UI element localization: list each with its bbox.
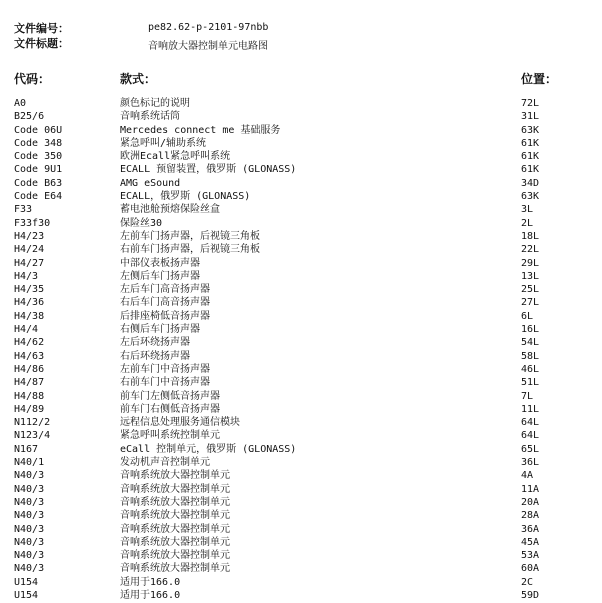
component-description: 中部仪表板扬声器	[120, 257, 200, 269]
component-description: 前车门左侧低音扬声器	[120, 390, 220, 402]
component-code: U154	[14, 589, 39, 601]
component-code: N40/3	[14, 536, 45, 548]
component-code: N40/3	[14, 550, 45, 562]
component-description: eCall 控制单元，俄罗斯 (GLONASS)	[120, 443, 297, 455]
list-item	[0, 456, 602, 469]
component-description: 右前车门中音扬声器	[120, 377, 210, 389]
component-code: H4/4	[14, 324, 39, 336]
component-location: 29L	[521, 257, 540, 269]
list-item	[0, 443, 602, 456]
component-location: 65L	[521, 443, 540, 455]
component-code: Code 06U	[14, 124, 63, 136]
component-location: 61K	[521, 137, 540, 149]
component-code: N167	[14, 443, 39, 455]
component-code: H4/35	[14, 284, 45, 296]
component-description: 适用于166.0	[120, 576, 181, 588]
component-code: H4/38	[14, 310, 45, 322]
list-item	[0, 390, 602, 403]
component-description: 音响系统放大器控制单元	[120, 550, 230, 562]
component-description: 紧急呼叫系统控制单元	[120, 430, 220, 442]
component-location: 51L	[521, 377, 540, 389]
component-code: N40/3	[14, 483, 45, 495]
component-location: 36A	[521, 523, 540, 535]
component-code: N40/3	[14, 496, 45, 508]
component-location: 45A	[521, 536, 540, 548]
component-description: ECALL，俄罗斯 (GLONASS)	[120, 191, 251, 203]
component-code: Code 350	[14, 151, 63, 163]
component-code: H4/86	[14, 363, 45, 375]
component-code: H4/88	[14, 390, 45, 402]
component-description: 紧急呼叫/辅助系统	[120, 137, 207, 149]
component-location: 6L	[521, 310, 534, 322]
component-description: 适用于166.0	[120, 589, 181, 601]
component-code: N40/1	[14, 457, 45, 469]
list-item	[0, 549, 602, 562]
component-description: 音响系统放大器控制单元	[120, 523, 230, 535]
component-code: H4/63	[14, 350, 45, 362]
component-description: 音响系统放大器控制单元	[120, 510, 230, 522]
component-location: 64L	[521, 417, 540, 429]
component-location: 72L	[521, 98, 540, 109]
component-location: 7L	[521, 390, 534, 402]
list-item	[0, 416, 602, 429]
list-item	[0, 562, 602, 575]
component-code: H4/3	[14, 270, 39, 282]
list-item	[0, 217, 602, 230]
component-location: 63K	[521, 124, 540, 136]
column-header-code: 代码：	[14, 72, 51, 86]
component-code: N40/3	[14, 523, 45, 535]
list-item	[0, 203, 602, 216]
component-code: N123/4	[14, 430, 51, 442]
component-location: 11A	[521, 483, 540, 495]
list-item	[0, 270, 602, 283]
component-description: 音响系统放大器控制单元	[120, 483, 230, 495]
column-header-desc: 款式：	[120, 72, 157, 86]
component-code: F33	[14, 204, 33, 216]
list-item	[0, 523, 602, 536]
component-location: 4A	[521, 470, 534, 482]
component-location: 59D	[521, 589, 540, 601]
list-item	[0, 336, 602, 349]
list-item	[0, 589, 602, 602]
component-location: 2C	[521, 576, 534, 588]
component-location: 60A	[521, 563, 540, 575]
component-location: 20A	[521, 496, 540, 508]
component-description: 音响系统话筒	[120, 111, 180, 123]
list-item	[0, 483, 602, 496]
list-item	[0, 376, 602, 389]
list-item	[0, 243, 602, 256]
component-location: 61K	[521, 151, 540, 163]
component-description: 发动机声音控制单元	[120, 457, 210, 469]
component-description: 右前车门扬声器，后视镜三角板	[120, 244, 260, 256]
component-code: H4/24	[14, 244, 45, 256]
component-code: Code B63	[14, 177, 63, 189]
component-description: 蓄电池舱预熔保险丝盒	[120, 204, 220, 216]
component-location: 54L	[521, 337, 540, 349]
component-location: 18L	[521, 230, 540, 242]
component-description: 右侧后车门扬声器	[120, 324, 200, 336]
component-location: 36L	[521, 457, 540, 469]
list-item	[0, 124, 602, 137]
component-location: 63K	[521, 191, 540, 203]
list-item	[0, 296, 602, 309]
component-code: A0	[14, 98, 27, 109]
component-code: U154	[14, 576, 39, 588]
component-location: 25L	[521, 284, 540, 296]
component-code: B25/6	[14, 111, 45, 123]
component-description: ECALL 预留装置，俄罗斯 (GLONASS)	[120, 164, 297, 176]
component-code: F33f30	[14, 217, 51, 229]
component-description: 保险丝30	[120, 217, 163, 229]
component-description: 前车门右侧低音扬声器	[120, 403, 220, 415]
component-location: 13L	[521, 270, 540, 282]
component-description: 音响系统放大器控制单元	[120, 496, 230, 508]
component-location: 3L	[521, 204, 534, 216]
component-location: 61K	[521, 164, 540, 176]
component-description: 音响系统放大器控制单元	[120, 470, 230, 482]
component-description: 左后环绕扬声器	[120, 337, 190, 349]
component-location: 64L	[521, 430, 540, 442]
component-code: H4/23	[14, 230, 45, 242]
component-location: 28A	[521, 510, 540, 522]
component-code: N40/3	[14, 470, 45, 482]
component-description: 远程信息处理服务通信模块	[120, 417, 240, 429]
doc-number-label: 文件编号：	[14, 22, 69, 35]
component-code: N112/2	[14, 417, 51, 429]
component-location: 27L	[521, 297, 540, 309]
component-code: Code 348	[14, 137, 63, 149]
component-description: Mercedes connect me 基础服务	[120, 124, 281, 136]
component-description: 欧洲Ecall紧急呼叫系统	[120, 151, 231, 163]
list-item	[0, 576, 602, 589]
component-location: 22L	[521, 244, 540, 256]
component-description: 音响系统放大器控制单元	[120, 563, 230, 575]
component-description: 右后环绕扬声器	[120, 350, 190, 362]
component-description: 后排座椅低音扬声器	[120, 310, 210, 322]
list-item	[0, 323, 602, 336]
component-code: H4/62	[14, 337, 45, 349]
list-item	[0, 403, 602, 416]
component-location: 11L	[521, 403, 540, 415]
list-item	[0, 177, 602, 190]
list-item	[0, 190, 602, 203]
component-code: N40/3	[14, 510, 45, 522]
component-location: 16L	[521, 324, 540, 336]
component-description: 左侧后车门扬声器	[120, 270, 200, 282]
component-code: H4/36	[14, 297, 45, 309]
doc-title-value: 音响放大器控制单元电路图	[148, 41, 268, 52]
list-item	[0, 509, 602, 522]
component-location: 58L	[521, 350, 540, 362]
component-code: N40/3	[14, 563, 45, 575]
list-item	[0, 137, 602, 150]
component-code: Code E64	[14, 191, 63, 203]
component-list	[0, 97, 602, 602]
component-description: 右后车门高音扬声器	[120, 297, 210, 309]
component-description: 左前车门扬声器，后视镜三角板	[120, 230, 260, 242]
list-item	[0, 150, 602, 163]
list-item	[0, 536, 602, 549]
list-item	[0, 230, 602, 243]
list-item	[0, 97, 602, 110]
component-location: 31L	[521, 111, 540, 123]
list-item	[0, 257, 602, 270]
component-location: 2L	[521, 217, 534, 229]
list-item	[0, 469, 602, 482]
list-item	[0, 496, 602, 509]
component-code: H4/27	[14, 257, 45, 269]
component-description: 音响系统放大器控制单元	[120, 536, 230, 548]
list-item	[0, 310, 602, 323]
column-header-location: 位置：	[521, 72, 558, 86]
doc-number-value: pe82.62-p-2101-97nbb	[148, 22, 269, 33]
component-location: 46L	[521, 363, 540, 375]
list-item	[0, 363, 602, 376]
list-item	[0, 429, 602, 442]
component-location: 53A	[521, 550, 540, 562]
doc-title-label: 文件标题：	[14, 37, 69, 50]
component-location: 34D	[521, 177, 540, 189]
component-code: Code 9U1	[14, 164, 63, 176]
component-description: 左前车门中音扬声器	[120, 363, 210, 375]
list-item	[0, 110, 602, 123]
list-item	[0, 350, 602, 363]
component-code: H4/89	[14, 403, 45, 415]
list-item	[0, 163, 602, 176]
component-description: 颜色标记的说明	[120, 98, 190, 109]
component-description: 左后车门高音扬声器	[120, 284, 210, 296]
component-description: AMG eSound	[120, 177, 181, 189]
component-code: H4/87	[14, 377, 45, 389]
list-item	[0, 283, 602, 296]
